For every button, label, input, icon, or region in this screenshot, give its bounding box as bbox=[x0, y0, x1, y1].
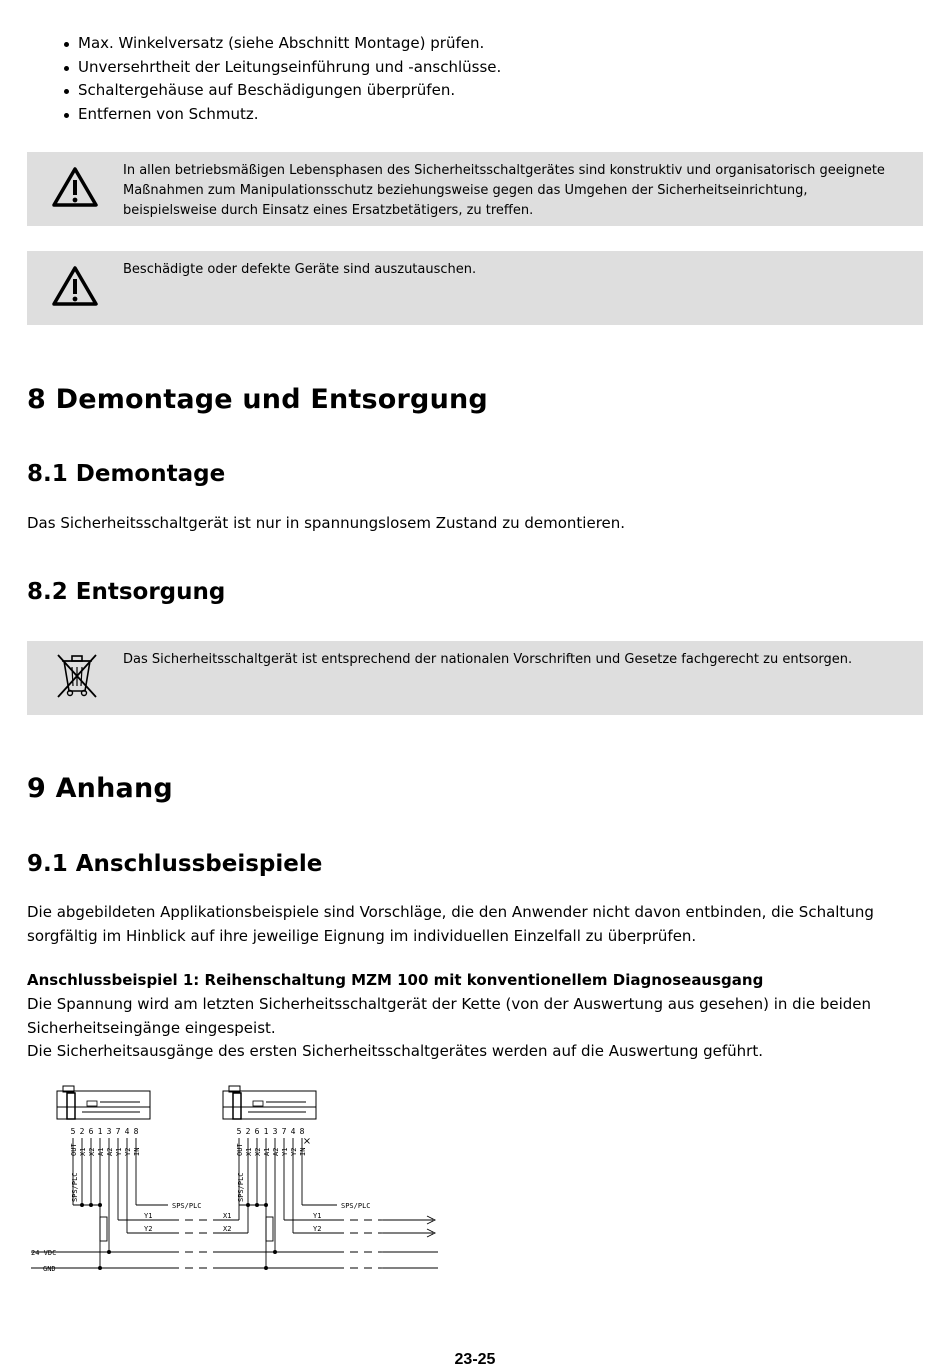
switch-1-base bbox=[57, 1107, 150, 1119]
section-8-1-heading: 8.1 Demontage bbox=[27, 461, 226, 487]
pin-label: Y2 bbox=[290, 1147, 298, 1156]
checklist-item: Max. Winkelversatz (siehe Abschnitt Montage) prüfen. bbox=[60, 32, 501, 56]
pin-label: OUT bbox=[236, 1143, 244, 1156]
crossed-out-bin-icon bbox=[55, 653, 99, 699]
pin-label: X1 bbox=[79, 1147, 87, 1156]
pin-number: 7 bbox=[115, 1127, 121, 1136]
pin-label: X1 bbox=[245, 1147, 253, 1156]
pin-number: 2 bbox=[79, 1127, 85, 1136]
rail-label-gnd: GND bbox=[43, 1265, 56, 1273]
pin-number: 4 bbox=[124, 1127, 130, 1136]
section-9-1-heading: 9.1 Anschlussbeispiele bbox=[27, 851, 323, 877]
example-1-line-1: Die Spannung wird am letzten Sicherheitsschaltgerät der Kette (von der Auswertung aus gesehen) in die beiden Sicherheitseingänge eingespeist. bbox=[27, 995, 872, 1037]
pin-number: 1 bbox=[97, 1127, 103, 1136]
checklist-item: Unversehrtheit der Leitungseinführung und -anschlüsse. bbox=[60, 56, 501, 80]
notice-text: In allen betriebsmäßigen Lebensphasen des Sicherheitsschaltgerätes sind konstruktiv und organisatorisch geeignete Maßnahmen zum Manipulationsschutz beziehungsweise gegen das Umgehen der Sicherheitseinrichtung, beispielsweise durch Einsatz eines Ersatzbetätigers, zu treffen. bbox=[123, 163, 885, 218]
switch-2-base bbox=[223, 1107, 316, 1119]
notice-defective bbox=[27, 251, 923, 325]
pin-number: 6 bbox=[88, 1127, 94, 1136]
warning-triangle-icon bbox=[51, 166, 99, 208]
signal-label-y1: Y1 bbox=[313, 1212, 322, 1220]
signal-label-x1: X1 bbox=[223, 1212, 232, 1220]
warning-triangle-icon bbox=[51, 265, 99, 307]
pin-label: Y1 bbox=[115, 1147, 123, 1156]
pin-number: 8 bbox=[133, 1127, 139, 1136]
notice-manipulation bbox=[27, 152, 923, 226]
example-1-title: Anschlussbeispiel 1: Reihenschaltung MZM 100 mit konventionellem Diagnoseausgang bbox=[27, 971, 764, 989]
signal-label-y1: Y1 bbox=[144, 1212, 153, 1220]
section-8-2-heading: 8.2 Entsorgung bbox=[27, 579, 226, 605]
pin-number: 6 bbox=[254, 1127, 260, 1136]
signal-label-y2: Y2 bbox=[144, 1225, 153, 1233]
page-number: 23-25 bbox=[454, 1351, 496, 1368]
signal-label-y2: Y2 bbox=[313, 1225, 322, 1233]
plc-label: SPS/PLC bbox=[172, 1202, 202, 1210]
plc-side-label: SPS/PLC bbox=[71, 1172, 79, 1202]
section-8-heading: 8 Demontage und Entsorgung bbox=[27, 384, 488, 415]
pin-number: 4 bbox=[290, 1127, 296, 1136]
pin-label: Y1 bbox=[281, 1147, 289, 1156]
pin-label: A2 bbox=[272, 1147, 280, 1156]
pin-label: A2 bbox=[106, 1147, 114, 1156]
pin-number: 5 bbox=[236, 1127, 242, 1136]
checklist-item: Schaltergehäuse auf Beschädigungen überprüfen. bbox=[60, 79, 501, 103]
pin-number: 7 bbox=[281, 1127, 287, 1136]
pin-number: 1 bbox=[263, 1127, 269, 1136]
maintenance-checklist bbox=[60, 32, 501, 126]
pin-number: 2 bbox=[245, 1127, 251, 1136]
plc-side-label: SPS/PLC bbox=[237, 1172, 245, 1202]
unused-pin-mark: × bbox=[302, 1136, 312, 1147]
rail-label-24v: 24 VDC bbox=[31, 1249, 57, 1257]
section-8-1-text: Das Sicherheitsschaltgerät ist nur in spannungslosem Zustand zu demontieren. bbox=[27, 514, 626, 532]
notice-disposal bbox=[27, 641, 923, 715]
notice-text: Das Sicherheitsschaltgerät ist entsprechend der nationalen Vorschriften und Gesetze fachgerecht zu entsorgen. bbox=[123, 652, 853, 667]
example-1-line-2: Die Sicherheitsausgänge des ersten Sicherheitsschaltgerätes werden auf die Auswertung geführt. bbox=[27, 1042, 764, 1060]
plc-label: SPS/PLC bbox=[341, 1202, 371, 1210]
pin-label: X2 bbox=[88, 1147, 96, 1156]
pin-label: Y2 bbox=[124, 1147, 132, 1156]
pin-number: 3 bbox=[272, 1127, 278, 1136]
checklist-item: Entfernen von Schmutz. bbox=[60, 103, 501, 127]
pin-number: 5 bbox=[70, 1127, 76, 1136]
pin-label: IN bbox=[133, 1147, 141, 1156]
section-9-1-intro: Die abgebildeten Applikationsbeispiele sind Vorschläge, die den Anwender nicht davon entbinden, die Schaltung sorgfältig im Hinblick auf ihre jeweilige Eignung im individuellen Einzelfall zu überprüfen. bbox=[27, 903, 874, 945]
section-9-heading: 9 Anhang bbox=[27, 773, 173, 804]
pin-label: IN bbox=[299, 1147, 307, 1156]
pin-label: X2 bbox=[254, 1147, 262, 1156]
pin-label: A1 bbox=[97, 1147, 105, 1156]
pin-label: A1 bbox=[263, 1147, 271, 1156]
pin-label: OUT bbox=[70, 1143, 78, 1156]
pin-number: 8 bbox=[299, 1127, 305, 1136]
notice-text: Beschädigte oder defekte Geräte sind auszutauschen. bbox=[123, 262, 477, 277]
pin-number: 3 bbox=[106, 1127, 112, 1136]
signal-label-x2: X2 bbox=[223, 1225, 232, 1233]
wiring-diagram bbox=[28, 1082, 448, 1277]
